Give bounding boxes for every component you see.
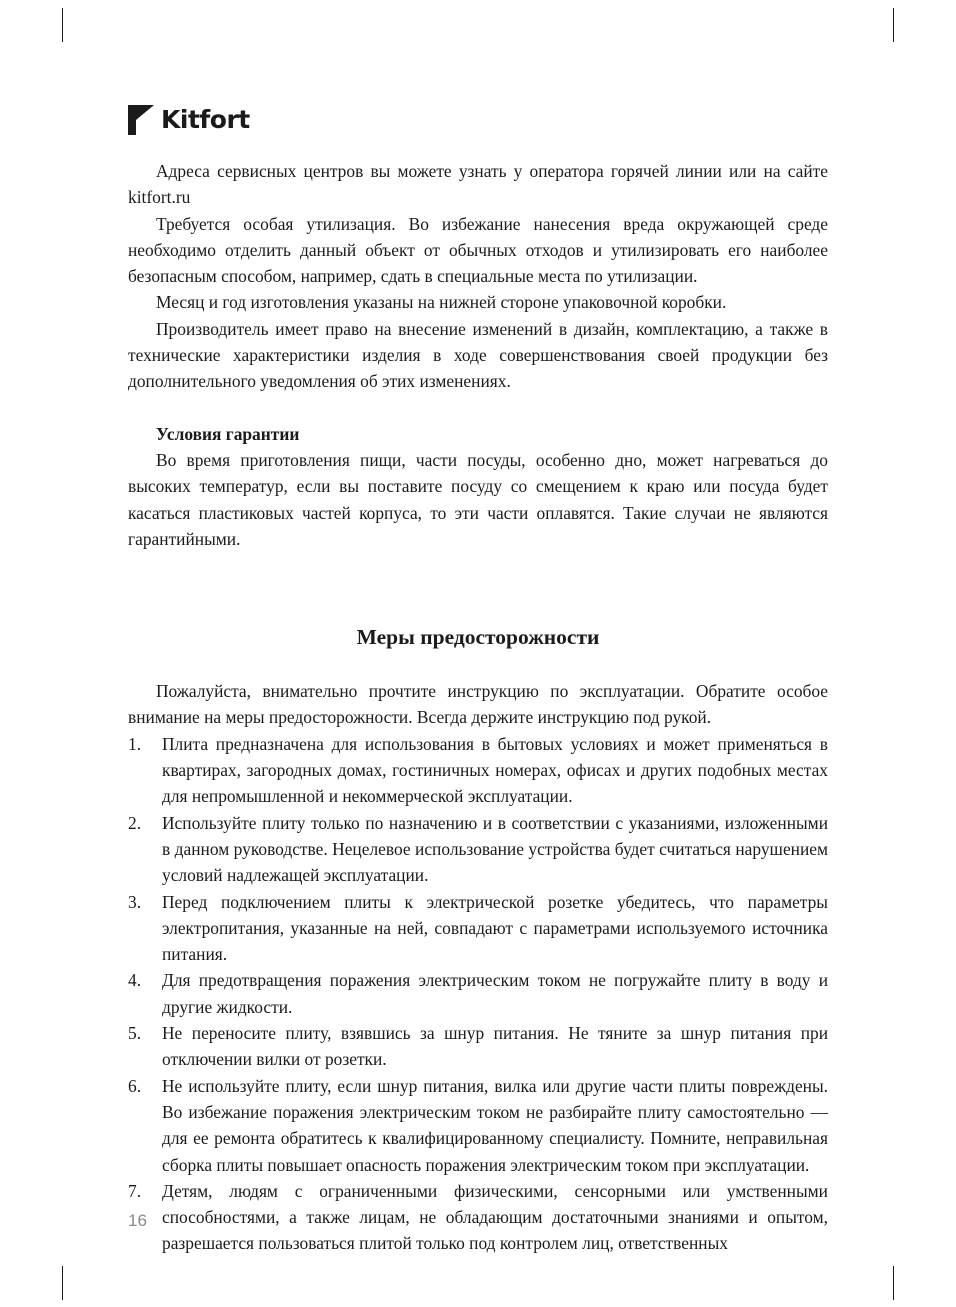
paragraph-precautions-intro: Пожалуйста, внимательно прочтите инструкцию по эксплуатации. Обратите особое внимание на меры предосторожности. Всегда держите инструкцию под рукой. (128, 681, 828, 728)
crop-mark-bottom-right (893, 1266, 894, 1300)
kitfort-logo-icon (128, 105, 154, 135)
brand-logo (128, 105, 250, 135)
brand-name: Kitfort (161, 104, 250, 134)
paragraph-disposal: Требуется особая утилизация. Во избежание нанесения вреда окружающей среде необходимо отделить данный объект от обычных отходов и утилизировать его наиболее безопасным способом, например, сдать в специальные места по утилизации. (128, 213, 828, 287)
warranty-heading: Условия гарантии (156, 423, 300, 444)
list-item: Не переносите плиту, взявшись за шнур питания. Не тяните за шнур питания при отключении вилки от розетки. (162, 1023, 828, 1070)
paragraph-manufacturer-rights: Производитель имеет право на внесение изменений в дизайн, комплектацию, а также в технические характеристики изделия в ходе совершенствования своей продукции без дополнительного уведомления об этих изменениях. (128, 318, 828, 392)
crop-mark-bottom-left (62, 1266, 63, 1300)
list-item: Не используйте плиту, если шнур питания, вилка или другие части плиты повреждены. Во избежание поражения электрическим током не разбирайте плиту самостоятельно — для ее ремонта обратитесь к квалифицированному специалисту. Помните, неправильная сборка плиты повышает опасность поражения электрическим током при эксплуатации. (162, 1075, 828, 1175)
list-item: Перед подключением плиты к электрической розетке убедитесь, что параметры электропитания, указанные на ней, совпадают с параметрами используемого источника питания. (162, 891, 828, 965)
list-item: Плита предназначена для использования в бытовых условиях и может применяться в квартирах, загородных домах, гостиничных номерах, офисах и других подобных местах для непромышленной и некоммерческой эксплуатации. (162, 733, 828, 807)
list-item: Детям, людям с ограниченными физическими, сенсорными или умственными способностями, а также лицам, не обладающим достаточными знаниями и опытом, разрешается пользоваться плитой только под контролем лиц, ответственных (162, 1180, 828, 1254)
page-number: 16 (128, 1211, 147, 1230)
paragraph-warranty: Во время приготовления пищи, части посуды, особенно дно, может нагреваться до высоких температур, если вы поставите посуду со смещением к краю или посуда будет касаться пластиковых частей корпуса, то эти части оплавятся. Такие случаи не являются гарантийными. (128, 449, 828, 549)
paragraph-manufacture-date: Месяц и год изготовления указаны на нижней стороне упаковочной коробки. (156, 292, 727, 313)
precautions-list (128, 731, 828, 1257)
crop-mark-top-left (62, 8, 63, 42)
crop-mark-top-right (893, 8, 894, 42)
list-item: Используйте плиту только по назначению и в соответствии с указаниями, изложенными в данном руководстве. Нецелевое использование устройства будет считаться нарушением условий надлежащей эксплуатации. (162, 812, 828, 886)
page-title: Меры предосторожности (356, 625, 600, 650)
section-title-wrapper (128, 624, 828, 650)
paragraph-service-centers: Адреса сервисных центров вы можете узнать у оператора горячей линии или на сайте kitfort.ru (128, 161, 828, 208)
list-item: Для предотвращения поражения электрическим током не погружайте плиту в воду и другие жидкости. (162, 970, 828, 1017)
page-content (128, 158, 828, 1257)
